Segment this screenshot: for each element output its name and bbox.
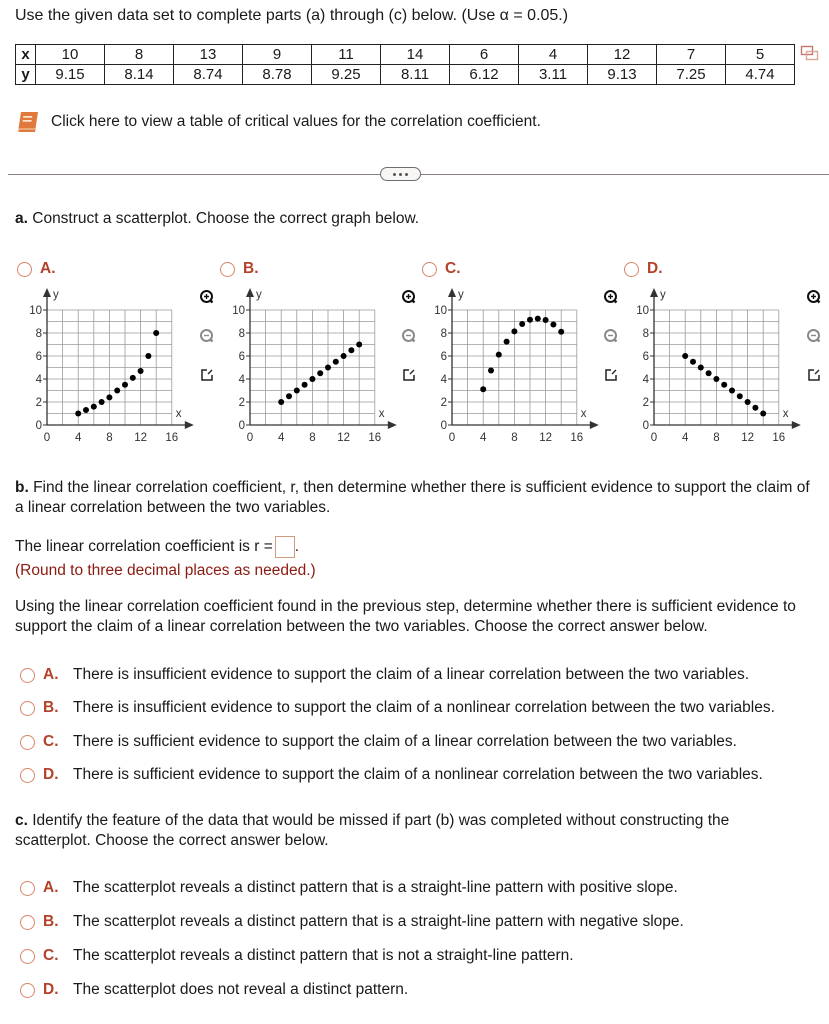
option-letter: B. <box>43 913 59 930</box>
option-text: The scatterplot reveals a distinct pattern that is not a straight-line pattern. <box>73 947 574 964</box>
y-cell: 8.74 <box>174 65 243 85</box>
more-options-icon <box>405 173 408 176</box>
part-a-label: a. <box>15 210 28 227</box>
svg-text:4: 4 <box>440 374 447 386</box>
y-cell: 3.11 <box>519 65 588 85</box>
r-input[interactable] <box>275 536 295 558</box>
svg-text:2: 2 <box>35 397 42 409</box>
more-options-icon <box>399 173 402 176</box>
zoom-in-button[interactable] <box>600 288 622 310</box>
part-a-prompt <box>15 209 419 229</box>
graph-option-a[interactable] <box>17 260 56 278</box>
svg-text:12: 12 <box>741 432 754 444</box>
radio-button[interactable] <box>20 768 35 783</box>
radio-button[interactable] <box>20 915 35 930</box>
open-graph-button[interactable] <box>803 366 825 388</box>
open-external-icon <box>196 364 218 391</box>
svg-text:8: 8 <box>106 432 113 444</box>
x-cell: 11 <box>312 45 381 65</box>
part-c-option-b[interactable] <box>20 913 684 931</box>
option-text: There is sufficient evidence to support the claim of a nonlinear correlation between the two variables. <box>73 766 763 783</box>
radio-b[interactable] <box>220 262 235 277</box>
zoom-out-button[interactable] <box>196 327 218 349</box>
y-cell: 4.74 <box>726 65 795 85</box>
svg-text:10: 10 <box>636 305 649 317</box>
zoom-out-button[interactable] <box>600 327 622 349</box>
part-b-prompt <box>15 478 815 518</box>
svg-text:6: 6 <box>238 351 245 363</box>
radio-button[interactable] <box>20 881 35 896</box>
svg-text:10: 10 <box>29 305 42 317</box>
svg-text:6: 6 <box>642 351 649 363</box>
r-suffix: . <box>294 538 300 556</box>
svg-text:0: 0 <box>35 420 42 432</box>
radio-d[interactable] <box>624 262 639 277</box>
y-cell: 8.14 <box>105 65 174 85</box>
zoom-out-icon <box>398 325 420 352</box>
part-b-option-a[interactable] <box>20 666 749 684</box>
svg-text:10: 10 <box>232 305 245 317</box>
zoom-in-icon <box>196 286 218 313</box>
svg-text:0: 0 <box>440 420 447 432</box>
y-cell: 9.25 <box>312 65 381 85</box>
critical-values-link-text: Click here to view a table of critical values for the correlation coefficient. <box>51 113 541 130</box>
radio-button[interactable] <box>20 735 35 750</box>
option-letter: C. <box>445 260 461 277</box>
option-letter: B. <box>43 699 59 716</box>
zoom-out-button[interactable] <box>803 327 825 349</box>
part-b-option-d[interactable] <box>20 766 763 784</box>
graph-d-tools <box>803 288 827 405</box>
row-label-y: y <box>16 65 36 85</box>
x-cell: 10 <box>36 45 105 65</box>
radio-c[interactable] <box>422 262 437 277</box>
row-label-x: x <box>16 45 36 65</box>
part-c-label: c. <box>15 812 28 829</box>
graph-a-tools <box>196 288 220 405</box>
graph-c-tools <box>600 288 624 405</box>
option-text: There is sufficient evidence to support the claim of a linear correlation between the two variables. <box>73 733 737 750</box>
x-cell: 9 <box>243 45 312 65</box>
radio-button[interactable] <box>20 949 35 964</box>
svg-text:4: 4 <box>479 432 487 444</box>
x-cell: 5 <box>726 45 795 65</box>
svg-text:4: 4 <box>277 432 285 444</box>
more-options-button[interactable] <box>380 167 421 181</box>
svg-text:0: 0 <box>448 432 456 444</box>
radio-a[interactable] <box>17 262 32 277</box>
radio-button[interactable] <box>20 983 35 998</box>
part-c-prompt <box>15 811 805 851</box>
option-letter: A. <box>43 879 59 896</box>
part-b-option-c[interactable] <box>20 733 737 751</box>
svg-text:x: x <box>580 408 587 420</box>
svg-text:0: 0 <box>43 432 51 444</box>
svg-text:12: 12 <box>134 432 147 444</box>
svg-text:6: 6 <box>440 351 447 363</box>
svg-text:16: 16 <box>570 432 584 444</box>
option-letter: C. <box>43 733 59 750</box>
option-text: The scatterplot reveals a distinct pattern that is a straight-line pattern with positive slope. <box>73 879 678 896</box>
y-cell: 9.15 <box>36 65 105 85</box>
svg-text:0: 0 <box>238 420 245 432</box>
svg-text:y: y <box>256 289 262 301</box>
zoom-out-icon <box>600 325 622 352</box>
svg-text:4: 4 <box>35 374 42 386</box>
option-text: The scatterplot reveals a distinct pattern that is a straight-line pattern with negative slope. <box>73 913 684 930</box>
r-label: The linear correlation coefficient is r = <box>15 538 273 556</box>
svg-text:16: 16 <box>165 432 179 444</box>
x-cell: 7 <box>657 45 726 65</box>
option-letter: D. <box>43 981 59 998</box>
svg-text:16: 16 <box>368 432 382 444</box>
y-cell: 7.25 <box>657 65 726 85</box>
zoom-out-icon <box>196 325 218 352</box>
part-b-label: b. <box>15 479 29 496</box>
svg-text:8: 8 <box>35 328 42 340</box>
open-graph-button[interactable] <box>196 366 218 388</box>
svg-text:4: 4 <box>74 432 82 444</box>
y-cell: 8.78 <box>243 65 312 85</box>
part-b-option-b[interactable] <box>20 699 775 717</box>
rounding-hint: (Round to three decimal places as needed.) <box>15 562 316 579</box>
svg-text:2: 2 <box>642 397 649 409</box>
part-c-option-a[interactable] <box>20 879 678 897</box>
scatterplot-d <box>624 284 804 459</box>
part-c-option-d[interactable] <box>20 981 408 999</box>
option-letter: D. <box>43 766 59 783</box>
svg-text:x: x <box>175 408 182 420</box>
more-options-icon <box>393 173 396 176</box>
svg-text:0: 0 <box>246 432 254 444</box>
x-cell: 13 <box>174 45 243 65</box>
y-cell: 9.13 <box>588 65 657 85</box>
table-row-x <box>16 45 795 65</box>
zoom-in-button[interactable] <box>398 288 420 310</box>
svg-text:2: 2 <box>238 397 245 409</box>
open-graph-button[interactable] <box>600 366 622 388</box>
part-b-text: Find the linear correlation coefficient, r, then determine whether there is sufficient evidence to support the claim of a linear correlation between the two variables. <box>15 479 810 516</box>
part-c-option-c[interactable] <box>20 947 574 965</box>
y-cell: 6.12 <box>450 65 519 85</box>
zoom-in-icon <box>600 286 622 313</box>
x-cell: 12 <box>588 45 657 65</box>
svg-text:4: 4 <box>642 374 649 386</box>
svg-text:8: 8 <box>309 432 316 444</box>
x-cell: 14 <box>381 45 450 65</box>
option-letter: A. <box>43 666 59 683</box>
svg-text:8: 8 <box>440 328 447 340</box>
zoom-in-button[interactable] <box>196 288 218 310</box>
part-a-text: Construct a scatterplot. Choose the correct graph below. <box>32 210 420 227</box>
zoom-in-button[interactable] <box>803 288 825 310</box>
svg-text:6: 6 <box>35 351 42 363</box>
svg-text:4: 4 <box>238 374 245 386</box>
svg-text:y: y <box>53 289 59 301</box>
svg-text:10: 10 <box>434 305 447 317</box>
book-icon <box>15 111 40 133</box>
r-answer-line <box>15 536 299 558</box>
scatterplot-b <box>220 284 400 459</box>
zoom-in-icon <box>803 286 825 313</box>
option-letter: C. <box>43 947 59 964</box>
svg-text:8: 8 <box>713 432 720 444</box>
question-instruction: Use the given data set to complete parts (a) through (c) below. (Use α = 0.05.) <box>15 7 569 24</box>
graph-option-d[interactable] <box>624 260 663 278</box>
data-table <box>15 44 795 85</box>
svg-text:12: 12 <box>539 432 552 444</box>
svg-text:4: 4 <box>681 432 689 444</box>
x-cell: 6 <box>450 45 519 65</box>
option-text: There is insufficient evidence to support the claim of a nonlinear correlation between the two variables. <box>73 699 775 716</box>
svg-text:16: 16 <box>772 432 786 444</box>
svg-text:2: 2 <box>440 397 447 409</box>
svg-text:x: x <box>782 408 789 420</box>
svg-text:8: 8 <box>642 328 649 340</box>
svg-text:0: 0 <box>642 420 649 432</box>
option-letter: B. <box>243 260 259 277</box>
svg-text:y: y <box>458 289 464 301</box>
option-text: There is insufficient evidence to support the claim of a linear correlation between the two variables. <box>73 666 750 683</box>
option-letter: A. <box>40 260 56 277</box>
open-external-icon <box>398 364 420 391</box>
open-external-icon <box>600 364 622 391</box>
radio-button[interactable] <box>20 668 35 683</box>
svg-text:8: 8 <box>511 432 518 444</box>
x-cell: 8 <box>105 45 174 65</box>
table-row-y <box>16 65 795 85</box>
critical-values-link[interactable] <box>15 111 541 133</box>
graph-option-b[interactable] <box>220 260 259 278</box>
svg-text:0: 0 <box>650 432 658 444</box>
svg-text:x: x <box>378 408 385 420</box>
radio-button[interactable] <box>20 701 35 716</box>
svg-text:8: 8 <box>238 328 245 340</box>
option-text: The scatterplot does not reveal a distinct pattern. <box>73 981 409 998</box>
open-graph-button[interactable] <box>398 366 420 388</box>
zoom-out-button[interactable] <box>398 327 420 349</box>
part-b-followup: Using the linear correlation coefficient found in the previous step, determine whether there is sufficient evidence to support the claim of a linear correlation between the two variables. Choose the correct answer below. <box>15 598 796 635</box>
scatterplot-a <box>17 284 197 459</box>
scatterplot-c <box>422 284 602 459</box>
zoom-in-icon <box>398 286 420 313</box>
part-c-text: Identify the feature of the data that would be missed if part (b) was completed without constructing the scatterplot. Choose the correct answer below. <box>15 812 730 849</box>
option-letter: D. <box>647 260 663 277</box>
svg-text:12: 12 <box>337 432 350 444</box>
x-cell: 4 <box>519 45 588 65</box>
graph-b-tools <box>398 288 422 405</box>
zoom-out-icon <box>803 325 825 352</box>
open-external-icon <box>803 364 825 391</box>
graph-option-c[interactable] <box>422 260 461 278</box>
copy-icon[interactable] <box>800 45 820 63</box>
svg-text:y: y <box>660 289 666 301</box>
y-cell: 8.11 <box>381 65 450 85</box>
